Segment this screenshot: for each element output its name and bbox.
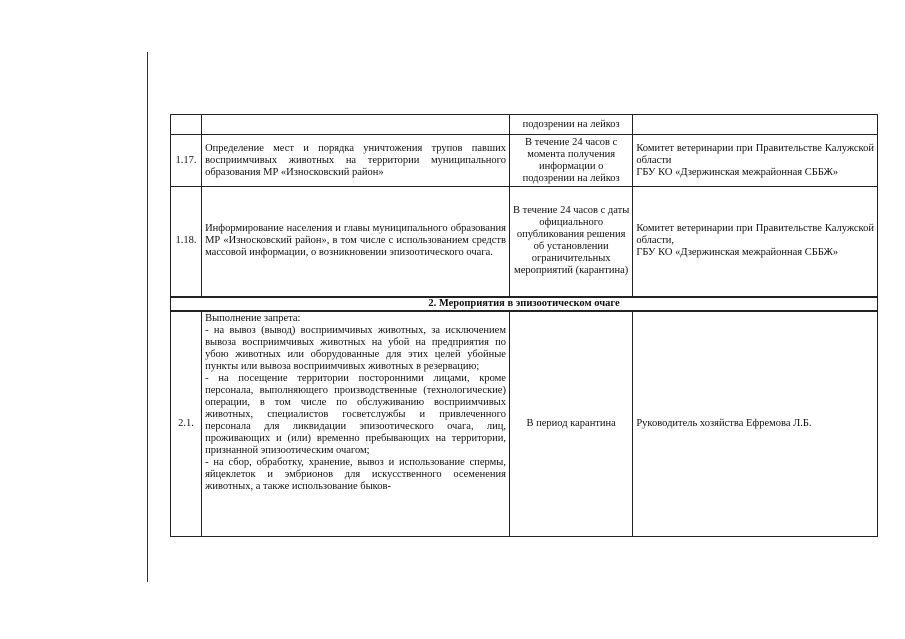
measures-table: [170, 114, 878, 537]
measure-term: В течение 24 часов с момента получения информации о подозрении на лейкоз: [509, 135, 632, 187]
row-number: 1.17.: [171, 135, 202, 187]
row-number: 1.18.: [171, 187, 202, 297]
page-margin-line: [147, 52, 148, 582]
measure-term: В период карантина: [509, 311, 632, 537]
measure-responsible: [633, 135, 878, 187]
measure-term: подозрении на лейкоз: [509, 115, 632, 135]
table-row: [171, 135, 878, 187]
responsible-line: Комитет ветеринарии при Правительстве Калужской области: [636, 142, 874, 166]
measure-responsible: [633, 115, 878, 135]
measure-description: Определение мест и порядка уничтожения трупов павших восприимчивых животных на территории муниципального образования МР «Износковский район»: [202, 135, 510, 187]
measure-responsible: Руководитель хозяйства Ефремова Л.Б.: [633, 311, 878, 537]
measure-responsible: [633, 187, 878, 297]
description-line: - на сбор, обработку, хранение, вывоз и использование спермы, яйцеклеток и эмбрионов для искусственного осеменения животных, а также использование быков-: [205, 456, 506, 492]
description-line: - на посещение территории посторонними лицами, кроме персонала, выполняющего производственные (технологические) операции, в том числе по обслуживанию восприимчивых животных, специалистов госветслужбы и привлеченного персонала для ликвидации эпизоотического очага, лиц, проживающих и (или) временно пребывающих на территории, признанной эпизоотическим очагом;: [205, 372, 506, 456]
table-row: [171, 311, 878, 537]
measure-description: [202, 311, 510, 537]
row-number: [171, 115, 202, 135]
responsible-line: ГБУ КО «Дзержинская межрайонная СББЖ»: [636, 166, 839, 178]
section-header-row: [171, 297, 878, 311]
responsible-line: ГБУ КО «Дзержинская межрайонная СББЖ»: [636, 247, 839, 259]
row-number: 2.1.: [171, 311, 202, 537]
table-row: [171, 187, 878, 297]
table-row: [171, 115, 878, 135]
responsible-line: Комитет ветеринарии при Правительстве Калужской области,: [636, 223, 874, 247]
measure-description: Информирование населения и главы муниципального образования МР «Износковский район», в том числе с использованием средств массовой информации, о возникновении эпизоотического очага.: [202, 187, 510, 297]
measure-term: В течение 24 часов с даты официального опубликования решения об установлении ограничительных мероприятий (карантина): [509, 187, 632, 297]
measure-description: [202, 115, 510, 135]
description-line: Выполнение запрета:: [205, 312, 301, 324]
description-line: - на вывоз (вывод) восприимчивых животных, за исключением вывоза восприимчивых животных на убой на предприятия по убою животных или оборудованные для этих целей убойные пункты или вывоза восприимчивых животных в резервацию;: [205, 324, 506, 372]
section-title: 2. Мероприятия в эпизоотическом очаге: [171, 297, 878, 311]
